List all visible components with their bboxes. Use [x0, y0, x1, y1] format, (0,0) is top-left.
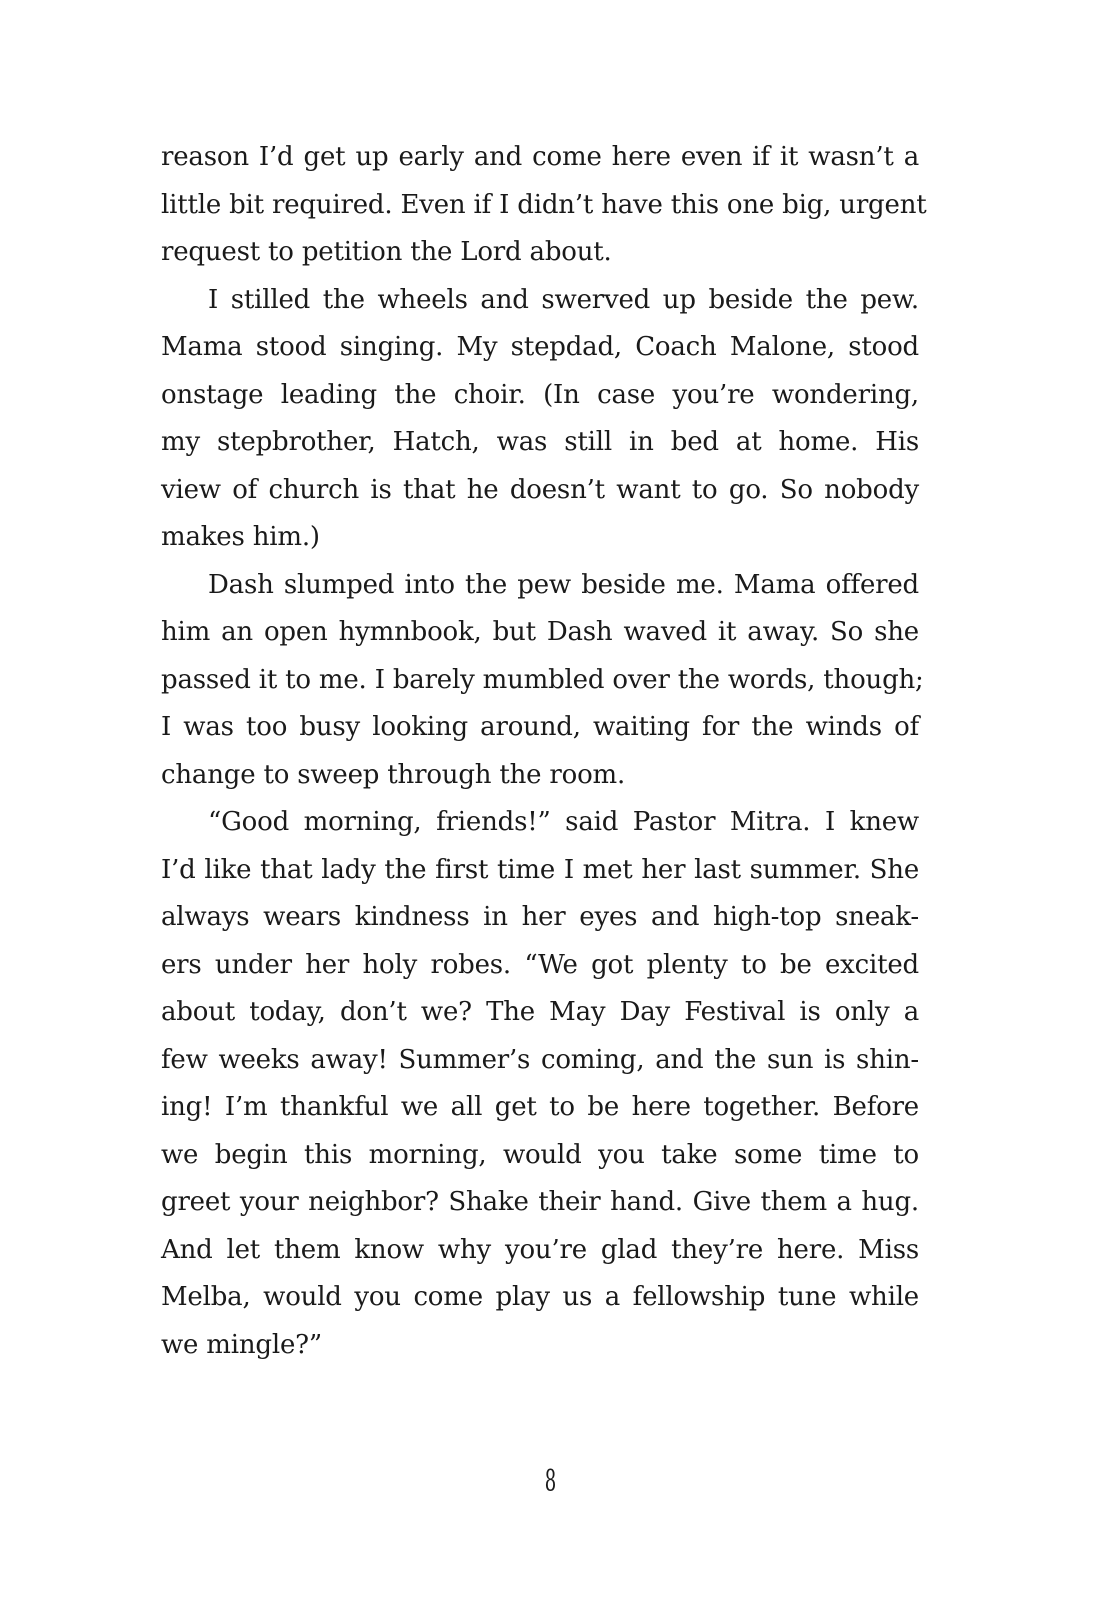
- text-line: him an open hymnbook, but Dash waved it away. So she: [161, 617, 919, 647]
- text-line: I stilled the wheels and swerved up beside the pew.: [208, 284, 919, 315]
- text-line: about today, don’t we? The May Day Festival is only a: [161, 997, 919, 1027]
- text-line: my stepbrother, Hatch, was still in bed at home. His: [161, 427, 919, 457]
- text-line: Dash slumped into the pew beside me. Mama offered: [208, 569, 919, 600]
- text-line: change to sweep through the room.: [161, 759, 626, 790]
- text-line: ing! I’m thankful we all get to be here together. Before: [161, 1092, 919, 1122]
- text-line: onstage leading the choir. (In case you’re wondering,: [161, 379, 919, 410]
- text-line: Mama stood singing. My stepdad, Coach Malone, stood: [161, 332, 919, 362]
- text-line: passed it to me. I barely mumbled over the words, though;: [161, 664, 924, 695]
- text-line: greet your neighbor? Shake their hand. Give them a hug.: [161, 1187, 919, 1217]
- text-line: “Good morning, friends!” said Pastor Mitra. I knew: [208, 807, 919, 837]
- text-line: always wears kindness in her eyes and high-top sneak-: [161, 902, 919, 932]
- text-line: we begin this morning, would you take some time to: [161, 1139, 919, 1170]
- text-line: And let them know why you’re glad they’re here. Miss: [161, 1234, 919, 1265]
- text-line: I was too busy looking around, waiting for the winds of: [161, 712, 919, 742]
- text-line: request to petition the Lord about.: [161, 237, 612, 267]
- text-line: view of church is that he doesn’t want to go. So nobody: [161, 474, 919, 505]
- text-line: I’d like that lady the first time I met her last summer. She: [161, 854, 919, 885]
- text-line: little bit required. Even if I didn’t have this one big, urgent: [161, 189, 927, 220]
- text-line: reason I’d get up early and come here even if it wasn’t a: [161, 142, 919, 172]
- text-line: Melba, would you come play us a fellowship tune while: [161, 1282, 919, 1312]
- page-number: 8: [544, 1464, 557, 1499]
- text-line: ers under her holy robes. “We got plenty to be excited: [161, 949, 919, 980]
- text-line: few weeks away! Summer’s coming, and the sun is shin-: [161, 1044, 919, 1075]
- text-line: we mingle?”: [161, 1329, 322, 1360]
- text-line: makes him.): [161, 522, 320, 552]
- body-text: [161, 134, 927, 1369]
